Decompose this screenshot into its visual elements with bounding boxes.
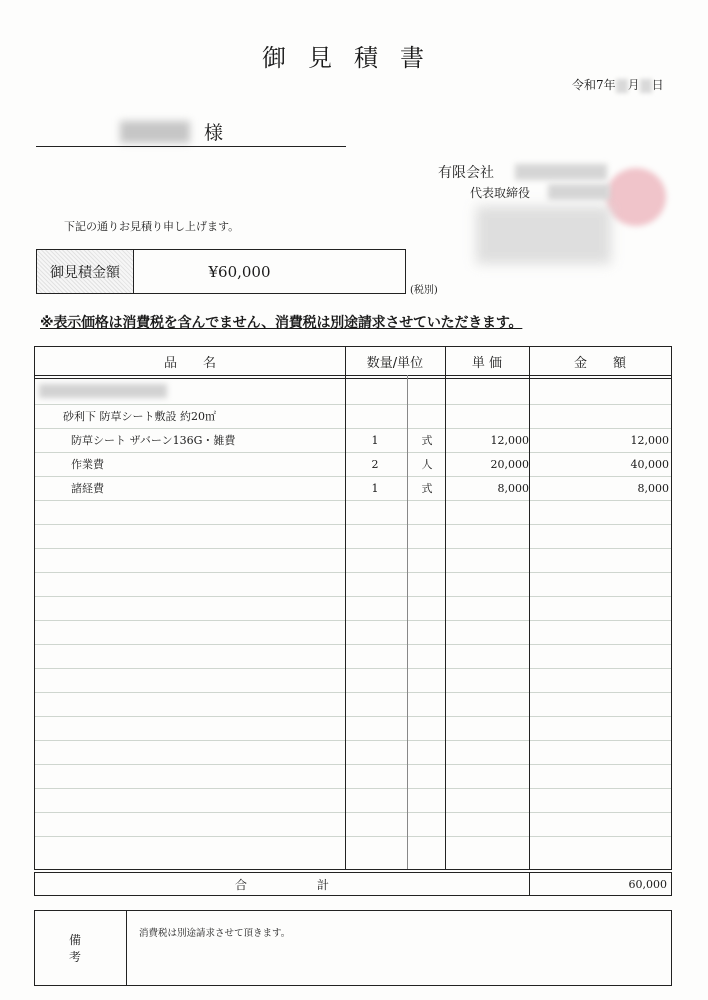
document-title: 御見積書 [262,44,446,72]
row-amount: 12,000 [630,433,669,447]
date-month-label: 月 [627,78,640,92]
header-qty-unit: 数量/単位 [366,355,424,371]
table-row [35,428,671,453]
table-row [35,836,671,860]
table-row [35,380,671,405]
redacted-company-name [515,164,607,180]
row-qty: 2 [371,457,379,471]
row-qty: 1 [371,433,379,447]
section-heading: 砂利下 防草シート敷設 約20㎡ [63,410,216,423]
table-row [35,668,671,693]
redacted-address [476,206,611,264]
header-unit-price: 単 価 [471,355,503,371]
table-row [35,692,671,717]
row-amount: 8,000 [637,481,669,495]
header-amount: 金 額 [573,355,626,371]
issuer-rep-title: 代表取締役 [470,186,531,200]
redacted-category [39,384,167,398]
date-day-label: 日 [651,78,664,92]
table-row [35,788,671,813]
row-qty: 1 [371,481,379,495]
total-row [34,872,672,896]
row-item: 防草シート ザバーン136G・雑費 [71,434,236,447]
table-row [35,572,671,597]
tax-notice: ※表示価格は消費税を含んでません、消費税は別途請求させていただきます。 [40,315,523,331]
header-divider [35,375,671,376]
col-divider-qty-unit [407,375,408,869]
header-item: 品 名 [163,355,216,371]
table-row [35,716,671,741]
table-row [35,596,671,621]
redacted-rep-name [548,184,610,200]
table-row [35,644,671,669]
table-row [35,476,671,501]
issue-date [572,76,664,93]
total-value: 60,000 [529,873,671,895]
row-unit: 人 [421,458,433,471]
remarks-text: 消費税は別途請求させて頂きます。 [139,928,291,939]
estimate-amount: ¥60,000 [208,262,271,281]
estimate-amount-box [36,249,406,294]
client-name [120,118,345,145]
header-divider-double [35,378,671,379]
table-row [35,524,671,549]
table-row [35,812,671,837]
table-row [35,500,671,525]
col-divider [529,347,530,869]
table-row [35,620,671,645]
issuer-company: 有限会社 [438,165,494,181]
company-seal [606,168,666,226]
remarks-label: 備考 [35,911,127,985]
row-unit: 式 [421,482,433,495]
table-row [35,404,671,429]
table-body [35,380,671,869]
remarks-box [34,910,672,986]
intro-text: 下記の通りお見積り申し上げます。 [64,220,240,233]
table-row [35,740,671,765]
table-row [35,548,671,573]
col-divider [445,347,446,869]
row-item: 作業費 [71,458,104,471]
row-unit-price: 12,000 [490,433,529,447]
redacted-day [640,79,652,93]
client-underline [36,146,346,147]
row-unit-price: 20,000 [490,457,529,471]
tax-note: (税別) [410,285,438,296]
total-label: 合計 [234,877,399,892]
redacted-client-name [120,121,190,143]
row-amount: 40,000 [630,457,669,471]
table-row [35,452,671,477]
row-item: 諸経費 [71,482,104,495]
client-honorific: 様 [204,122,224,144]
row-unit-price: 8,000 [497,481,529,495]
line-items-table [34,346,672,870]
row-unit: 式 [421,434,433,447]
col-divider [345,347,346,869]
estimate-label: 御見積金額 [37,250,134,293]
redacted-month [616,79,628,93]
table-row [35,764,671,789]
date-era: 令和7年 [572,78,616,92]
